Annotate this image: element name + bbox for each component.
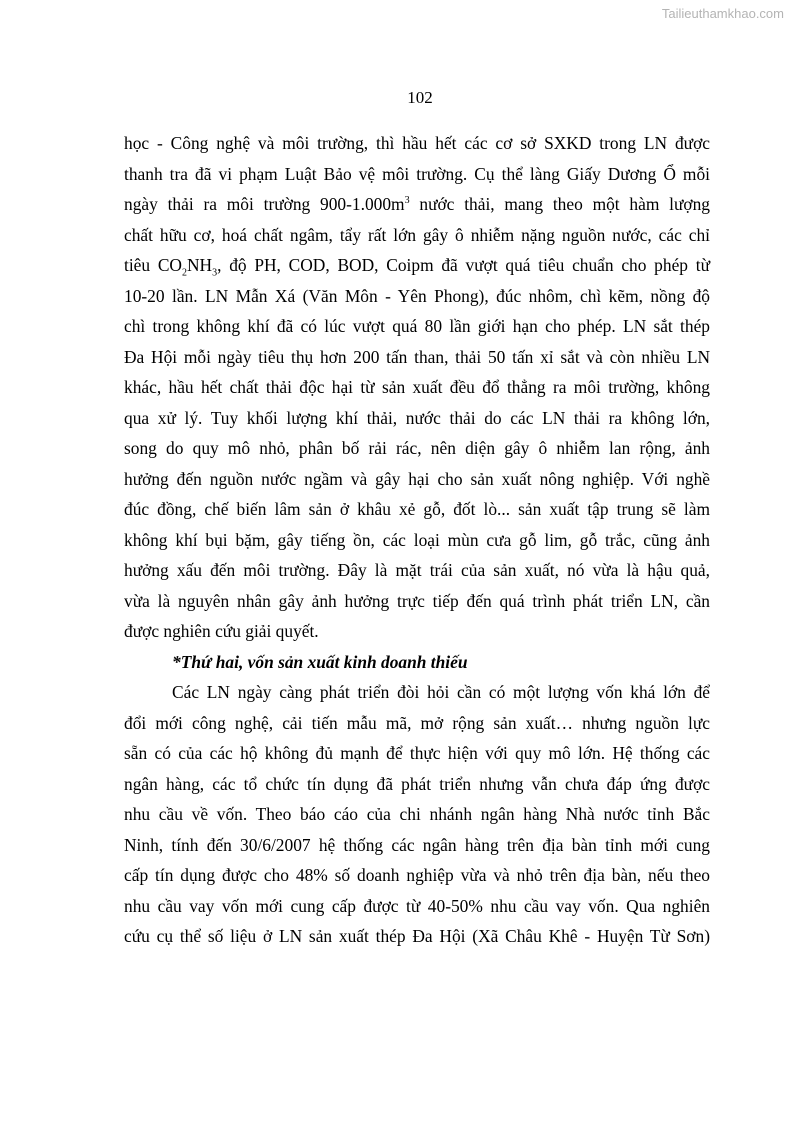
text-line: học - Công nghệ và môi trường, thì hầu hết các cơ sở SXKD trong LN được	[124, 133, 710, 153]
text-line: được nghiên cứu giải quyết.	[124, 621, 319, 641]
body-text	[124, 128, 710, 952]
text-line: vừa là nguyên nhân gây ảnh hưởng trực tiếp đến quá trình phát triển LN, cần	[124, 590, 710, 611]
text-line: chất hữu cơ, hoá chất ngâm, tẩy rất lớn gây ô nhiễm nặng nguồn nước, các chỉ	[124, 224, 710, 245]
text-line: sẵn có của các hộ không đủ mạnh để thực hiện với quy mô lớn. Hệ thống các	[124, 743, 710, 763]
watermark: Tailieuthamkhao.com	[661, 6, 784, 21]
text-line: cứu cụ thể số liệu ở LN sản xuất thép Đa Hội (Xã Châu Khê - Huyện Từ Sơn)	[124, 926, 710, 946]
section-heading: *Thứ hai, vốn sản xuất kinh doanh thiếu	[172, 651, 468, 672]
text-line: đúc đồng, chế biến lâm sản ở khâu xẻ gỗ, đốt lò... sản xuất tập trung sẽ làm	[124, 499, 710, 519]
text-line: hưởng xấu đến môi trường. Đây là mặt trái của sản xuất, nó vừa là hậu quả,	[124, 560, 710, 580]
text-line: cấp tín dụng được cho 48% số doanh nghiệp vừa và nhỏ trên địa bàn, nếu theo	[124, 865, 710, 885]
text-line: thanh tra đã vi phạm Luật Bảo vệ môi trường. Cụ thể làng Giấy Dương Ổ mỗi	[124, 163, 710, 184]
text-line: nhu cầu vay vốn mới cung cấp được từ 40-50% nhu cầu vay vốn. Qua nghiên	[124, 895, 710, 916]
text-line: hưởng đến nguồn nước ngầm và gây hại cho sản xuất nông nghiệp. Với nghề	[124, 468, 710, 489]
text-line: qua xử lý. Tuy khối lượng khí thải, nước thải do các LN thải ra không lớn,	[124, 407, 710, 428]
text-line: khác, hầu hết chất thải độc hại từ sản xuất đều đổ thẳng ra môi trường, không	[124, 377, 710, 397]
text-line: ngân hàng, các tổ chức tín dụng đã phát triển nhưng vẫn chưa đáp ứng được	[124, 773, 710, 794]
text-line: 10-20 lần. LN Mẫn Xá (Văn Môn - Yên Phong), đúc nhôm, chì kẽm, nồng độ	[124, 285, 710, 306]
page-number: 102	[407, 88, 433, 107]
text-line: ngày thải ra môi trường $900-1.000m^3$ nước thải, mang theo một hàm lượng	[124, 194, 710, 214]
text-line: chì trong không khí đã có lúc vượt quá 80 lần giới hạn cho phép. LN sắt thép	[124, 316, 710, 336]
text-line: Các LN ngày càng phát triển đòi hỏi cần có một lượng vốn khá lớn để	[172, 682, 710, 702]
text-line: đổi mới công nghệ, cải tiến mẫu mã, mở rộng sản xuất… nhưng nguồn lực	[124, 712, 710, 733]
text-line: không khí bụi bặm, gây tiếng ồn, các loại mùn cưa gỗ lim, gỗ trắc, cũng ảnh	[124, 529, 710, 550]
text-line: nhu cầu về vốn. Theo báo cáo của chi nhánh ngân hàng Nhà nước tỉnh Bắc	[124, 804, 710, 824]
text-line: tiêu $CO_2NH_3$, độ PH, COD, BOD, Coipm đã vượt quá tiêu chuẩn cho phép từ	[124, 255, 710, 279]
text-line: Ninh, tính đến 30/6/2007 hệ thống các ngân hàng trên địa bàn tỉnh mới cung	[124, 834, 710, 855]
text-line: Đa Hội mỗi ngày tiêu thụ hơn 200 tấn than, thải 50 tấn xỉ sắt và còn nhiều LN	[124, 346, 710, 367]
text-line: song do quy mô nhỏ, phân bố rải rác, nên diện gây ô nhiễm lan rộng, ảnh	[124, 438, 710, 458]
